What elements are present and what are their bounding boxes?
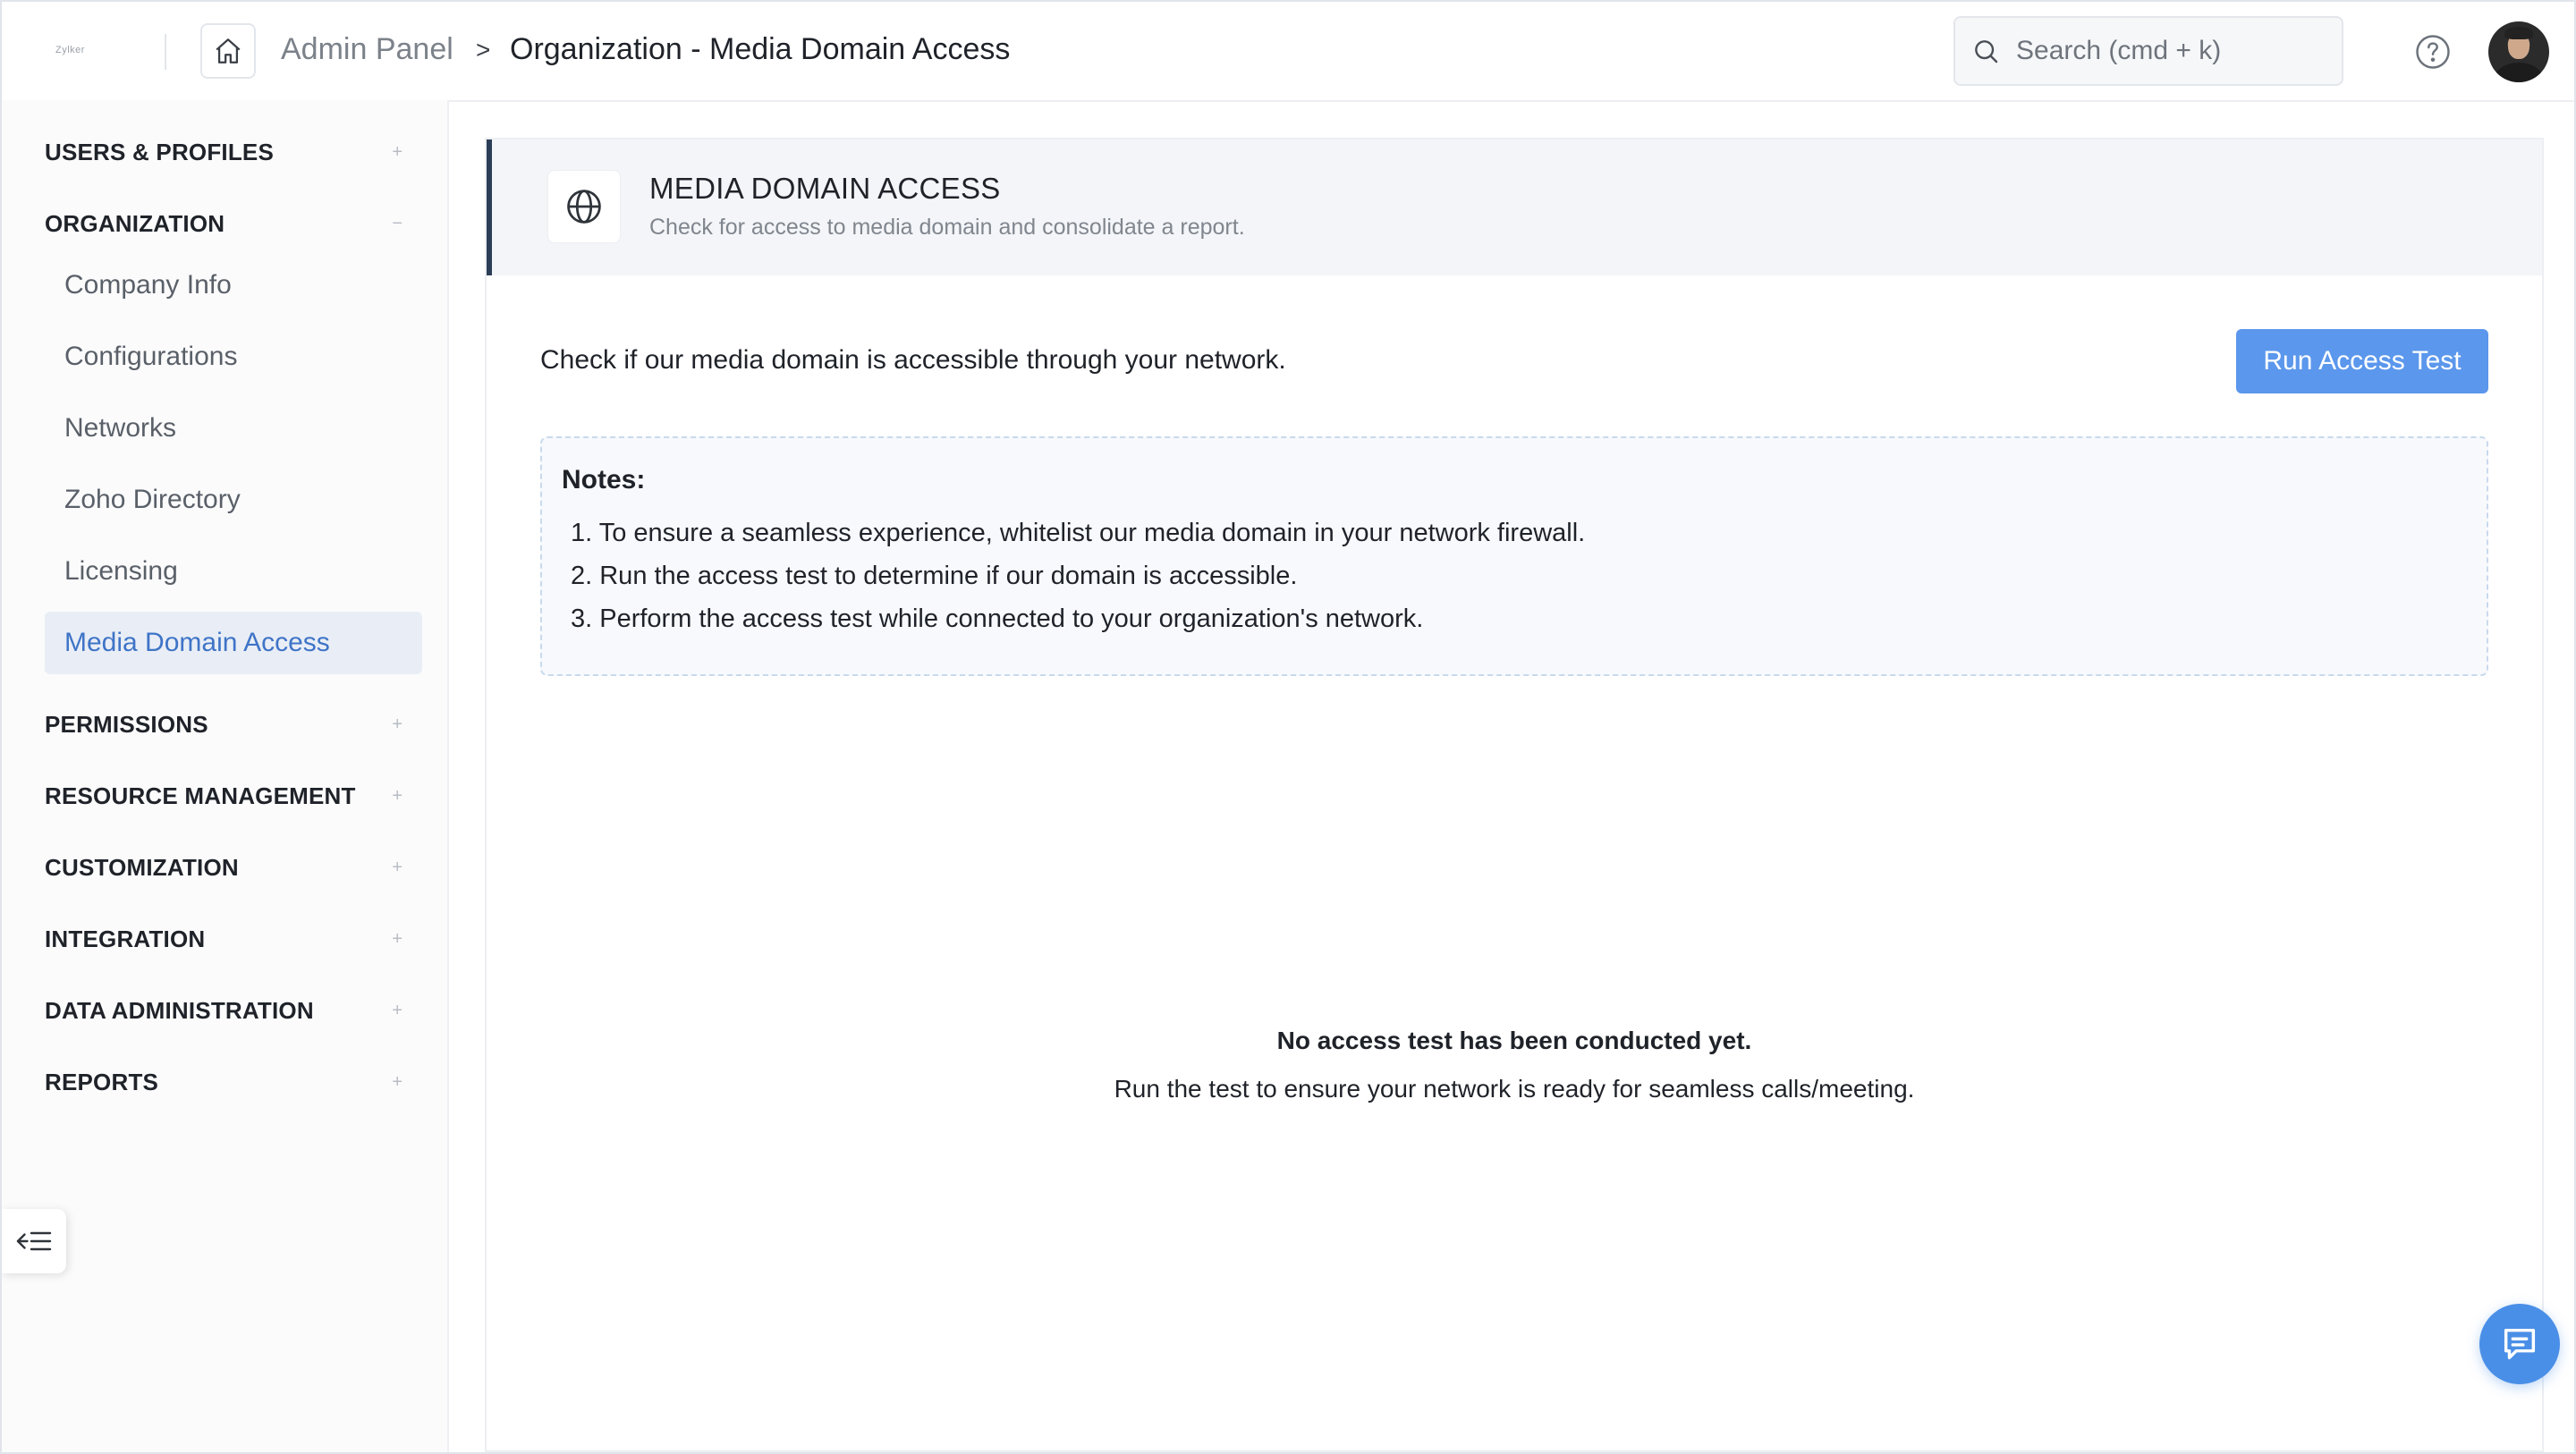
collapse-icon[interactable]: − [392,213,402,233]
expand-icon[interactable]: + [392,857,402,877]
empty-state-subtitle: Run the test to ensure your network is ready for seamless calls/meeting. [1114,1075,1915,1103]
sidebar-item-media-domain-access[interactable]: Media Domain Access [45,612,422,674]
expand-icon[interactable]: + [392,141,402,162]
expand-icon[interactable]: + [392,928,402,949]
user-avatar[interactable] [2488,21,2549,82]
collapse-sidebar-button[interactable] [2,1209,66,1273]
sidebar-item-configurations[interactable]: Configurations [64,342,238,371]
sidebar-item-company-info[interactable]: Company Info [64,270,232,300]
section-label: REPORTS [45,1068,159,1095]
search-icon [1971,37,2000,65]
avatar-shoulders [2494,63,2544,82]
home-icon [213,36,243,66]
sidebar-section-users-profiles[interactable] [45,132,420,172]
expand-icon[interactable]: + [392,1071,402,1092]
breadcrumb-separator: > [476,36,491,63]
company-logo[interactable]: Zylker [55,45,85,55]
sidebar-item-networks[interactable]: Networks [64,413,177,443]
sidebar-section-data-administration[interactable] [45,991,420,1030]
note-item: 1. To ensure a seamless experience, whitelist our media domain in your network firewall. [571,519,1586,547]
sidebar-item-licensing[interactable]: Licensing [64,556,178,586]
breadcrumb-root[interactable]: Admin Panel [281,32,453,66]
run-access-test-button[interactable]: Run Access Test [2236,329,2488,393]
chat-button[interactable] [2479,1304,2560,1384]
section-label: INTEGRATION [45,925,206,952]
section-subtitle: Check for access to media domain and consolidate a report. [649,215,1245,240]
sidebar-section-resource-management[interactable] [45,776,420,816]
sidebar [2,100,449,1452]
search-box[interactable] [1953,16,2343,86]
expand-icon[interactable]: + [392,1000,402,1020]
section-label: USERS & PROFILES [45,138,275,165]
notes-box [540,436,2488,676]
card-header [487,139,2542,275]
sidebar-section-integration[interactable] [45,919,420,959]
chat-icon [2499,1323,2540,1365]
sidebar-section-organization[interactable] [45,204,420,243]
sidebar-item-zoho-directory[interactable]: Zoho Directory [64,485,241,514]
empty-state-title: No access test has been conducted yet. [1276,1027,1752,1054]
help-icon [2414,33,2452,71]
check-description: Check if our media domain is accessible through your network. [540,345,1286,375]
sidebar-section-reports[interactable] [45,1062,420,1102]
collapse-sidebar-icon [15,1228,53,1255]
sidebar-section-customization[interactable] [45,848,420,887]
page-title: Organization - Media Domain Access [510,32,1011,66]
section-label: CUSTOMIZATION [45,853,239,881]
section-label: PERMISSIONS [45,710,208,738]
media-domain-access-card [485,138,2544,1452]
header-divider [165,34,166,70]
sidebar-section-permissions[interactable] [45,705,420,744]
help-button[interactable] [2413,32,2453,72]
section-title: MEDIA DOMAIN ACCESS [649,172,1001,205]
search-input[interactable] [2014,35,2322,67]
home-button[interactable] [200,23,256,79]
section-label: ORGANIZATION [45,209,225,237]
note-item: 2. Run the access test to determine if our domain is accessible. [571,562,1298,590]
notes-title: Notes: [562,465,646,495]
expand-icon[interactable]: + [392,714,402,734]
globe-icon-box [547,170,621,243]
expand-icon[interactable]: + [392,785,402,806]
section-label: RESOURCE MANAGEMENT [45,782,356,809]
note-item: 3. Perform the access test while connected to your organization's network. [571,604,1424,633]
section-label: DATA ADMINISTRATION [45,996,314,1024]
avatar-hair [2504,27,2533,39]
top-bar [2,2,2574,102]
globe-icon [564,187,604,226]
